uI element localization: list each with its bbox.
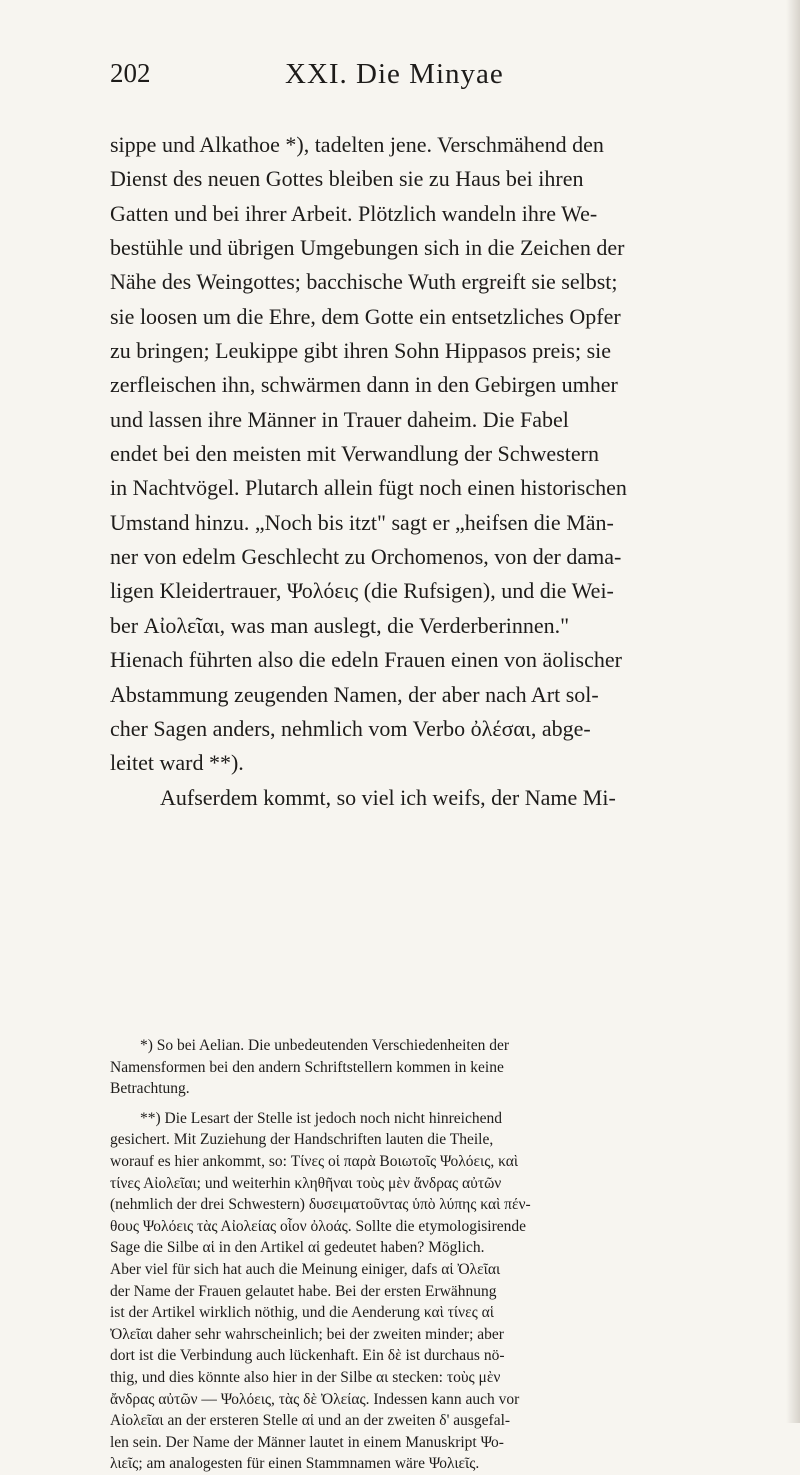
text-line: Abstammung zeugenden Namen, der aber nach Art sol- — [110, 681, 599, 707]
footnote-line: **) Die Lesart der Stelle ist jedoch noch nicht hinreichend — [140, 1109, 502, 1127]
footnotes — [110, 1035, 735, 1475]
text-line: leitet ward **). — [110, 750, 244, 776]
footnote-line: (nehmlich der drei Schwestern) δυσειματοῦντας ὑπὸ λύπης καὶ πέν- — [110, 1196, 531, 1214]
running-head: XXI. Die Minyae — [285, 58, 504, 90]
footnote-line: λιεῖς; am analogesten für einen Stammnamen wäre Ψολιεῖς. — [110, 1455, 480, 1473]
text-line: ligen Kleidertrauer, Ψολόεις (die Rufsigen), und die Wei- — [110, 578, 614, 604]
text-line: und lassen ihre Männer in Trauer daheim. Die Fabel — [110, 406, 569, 432]
text-line: cher Sagen anders, nehmlich vom Verbo ὀλέσαι, abge- — [110, 715, 591, 741]
footnote-line: len sein. Der Name der Männer lautet in einem Manuskript Ψο- — [110, 1433, 504, 1451]
footnote-line: *) So bei Aelian. Die unbedeutenden Verschiedenheiten der — [140, 1037, 510, 1054]
footnote-line: dort ist die Verbindung auch lückenhaft. Ein δὲ ist durchaus nö- — [110, 1347, 505, 1365]
text-line: zerfleischen ihn, schwärmen dann in den Gebirgen umher — [110, 372, 618, 398]
text-line: ber Αἰολεῖαι, was man auslegt, die Verderberinnen." — [110, 612, 570, 638]
footnote-line: thig, und dies könnte also hier in der Silbe αι stecken: τοὺς μὲν — [110, 1368, 501, 1386]
footnote-line: τίνες Αἰολεῖαι; und weiterhin κληθῆναι τοὺς μὲν ἄνδρας αὐτῶν — [110, 1174, 502, 1192]
text-line: Gatten und bei ihrer Arbeit. Plötzlich wandeln ihre We- — [110, 200, 598, 226]
footnote-line: worauf es hier ankommt, so: Τίνες οἱ παρὰ Βοιωτοῖς Ψολόεις, καὶ — [110, 1152, 519, 1170]
footnote-line: ist der Artikel wirklich nöthig, und die Aenderung καὶ τίνες αἱ — [110, 1304, 494, 1322]
footnote-line: Betrachtung. — [110, 1080, 190, 1098]
text-line: Umstand hinzu. „Noch bis itzt" sagt er „heifsen die Män- — [110, 509, 614, 535]
text-line: Dienst des neuen Gottes bleiben sie zu Haus bei ihren — [110, 166, 584, 192]
footnote-line: θους Ψολόεις τὰς Αἰολείας οἷον ὀλοάς. Sollte die etymologisirende — [110, 1217, 527, 1235]
footnote-line: ἄνδρας αὐτῶν — Ψολόεις, τὰς δὲ Ὀλείας. Indessen kann auch vor — [110, 1390, 520, 1408]
text-line: in Nachtvögel. Plutarch allein fügt noch einen historischen — [110, 475, 627, 501]
text-line: Hienach führten also die edeln Frauen einen von äolischer — [110, 647, 622, 673]
text-line: zu bringen; Leukippe gibt ihren Sohn Hippasos preis; sie — [110, 338, 612, 364]
text-line: bestühle und übrigen Umgebungen sich in die Zeichen der — [110, 235, 625, 261]
footnote-line: Sage die Silbe αἱ in den Artikel αἱ gedeutet haben? Möglich. — [110, 1239, 485, 1257]
main-text — [110, 128, 735, 815]
text-line: sie loosen um die Ehre, dem Gotte ein entsetzliches Opfer — [110, 303, 621, 329]
page-header — [110, 58, 735, 98]
page-edge-shadow — [786, 0, 800, 1423]
text-line: sippe und Alkathoe *), tadelten jene. Verschmähend den — [110, 132, 604, 157]
text-line: endet bei den meisten mit Verwandlung der Schwestern — [110, 441, 599, 467]
footnote-line: Aber viel für sich hat auch die Meinung einiger, dafs αἱ Ὀλεῖαι — [110, 1260, 501, 1278]
text-line: ner von edelm Geschlecht zu Orchomenos, von der dama- — [110, 544, 622, 570]
footnote-line: Αἰολεῖαι an der ersteren Stelle αἱ und an der zweiten δ' ausgefal- — [110, 1412, 511, 1430]
footnote-line: Namensformen bei den andern Schriftstellern kommen in keine — [110, 1058, 504, 1076]
text-line: Aufserdem kommt, so viel ich weifs, der Name Mi- — [160, 784, 616, 810]
page-number: 202 — [110, 58, 151, 88]
footnote-line: Ὀλεῖαι daher sehr wahrscheinlich; bei der zweiten minder; aber — [110, 1325, 504, 1343]
footnote-line: der Name der Frauen gelautet habe. Bei der ersten Erwähnung — [110, 1282, 497, 1300]
text-line: Nähe des Weingottes; bacchische Wuth ergreift sie selbst; — [110, 269, 618, 295]
footnote-line: gesichert. Mit Zuziehung der Handschriften lauten die Theile, — [110, 1131, 494, 1149]
